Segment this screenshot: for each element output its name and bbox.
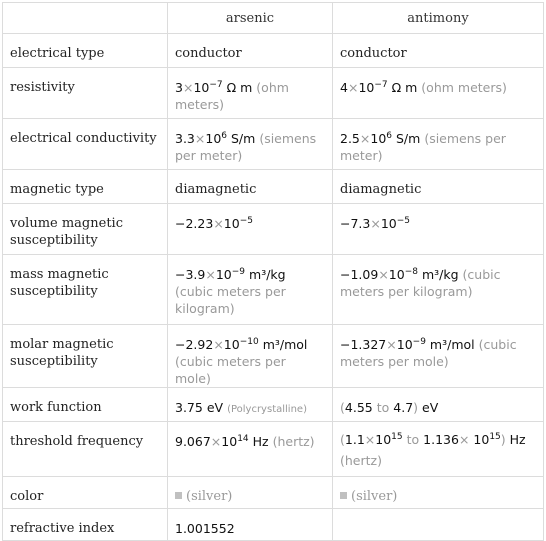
unit: S/m — [231, 131, 256, 146]
antimony-volume-susceptibility: $-7.3\times 10^{-5}$ — [333, 204, 544, 255]
row-label: color — [3, 477, 168, 509]
antimony-resistivity: $4\times 10^{-7}$ Ω m (ohm meters) — [333, 68, 544, 119]
exponent: −5 — [396, 216, 411, 226]
unit: m³/kg — [249, 267, 286, 282]
exponent: 6 — [221, 131, 228, 141]
row-label: magnetic type — [3, 170, 168, 204]
range-low-mantissa: 1.1 — [344, 432, 365, 447]
row-label: volume magnetic susceptibility — [3, 204, 168, 255]
table-row — [3, 325, 544, 388]
unit: Ω m — [226, 80, 253, 95]
unit: Hz — [252, 434, 269, 449]
exponent: −9 — [231, 267, 246, 277]
exponent: −9 — [412, 337, 426, 347]
unit-name: (hertz) — [272, 434, 315, 449]
exponent: −5 — [239, 216, 253, 226]
header-antimony: antimony — [333, 3, 544, 34]
table-row — [3, 34, 544, 68]
table-row — [3, 68, 544, 119]
row-label: refractive index — [3, 509, 168, 541]
row-label: molar magnetic susceptibility — [3, 325, 168, 388]
unit-name: (siemens per meter) — [175, 131, 317, 163]
unit: eV — [422, 400, 439, 415]
header-empty-cell — [3, 3, 168, 34]
note: (Polycrystalline) — [227, 404, 307, 415]
table-row — [3, 255, 544, 325]
exponent: −10 — [239, 337, 259, 347]
arsenic-refractive-index: 1.001552 — [168, 509, 333, 541]
unit: m³/kg — [421, 267, 459, 282]
arsenic-color — [168, 477, 333, 509]
row-label: work function — [3, 388, 168, 422]
table-row — [3, 204, 544, 255]
unit-name: (cubic meters per mole) — [340, 337, 517, 369]
arsenic-work-function — [168, 388, 333, 422]
arsenic-electrical-type: conductor — [168, 34, 333, 68]
arsenic-resistivity: $3\times 10^{-7}$ Ω m (ohm meters) — [168, 68, 333, 119]
unit-name: (cubic meters per kilogram) — [175, 284, 286, 316]
color-swatch-icon — [175, 492, 182, 499]
antimony-electrical-type: conductor — [333, 34, 544, 68]
table-row — [3, 388, 544, 422]
unit-name: (ohm meters) — [175, 80, 289, 112]
header-row — [3, 3, 544, 34]
range-high: 4.7 — [393, 400, 414, 415]
mantissa: −3.9 — [175, 267, 206, 282]
mantissa: 9.067 — [175, 434, 211, 449]
unit: Ω m — [391, 80, 418, 95]
unit-name: (cubic meters per kilogram) — [340, 267, 501, 299]
comparison-table — [2, 2, 544, 541]
mantissa: −2.92 — [175, 337, 214, 352]
exponent: 14 — [237, 434, 249, 444]
table-row — [3, 422, 544, 477]
exponent: 6 — [386, 131, 393, 141]
color-name: (silver) — [351, 489, 398, 504]
range-low-exponent: 15 — [391, 432, 403, 442]
unit: Hz — [509, 432, 526, 447]
mantissa: −7.3 — [340, 216, 371, 231]
antimony-threshold-frequency: ($1.1\times 10^{15}$ to $1.136\times 10^{15}$) Hz (hertz) — [333, 422, 544, 477]
mantissa: 3 — [175, 80, 183, 95]
unit-name: (siemens per meter) — [340, 131, 506, 163]
antimony-conductivity: $2.5\times 10^6$ S/m (siemens per meter) — [333, 119, 544, 170]
color-name: (silver) — [186, 489, 233, 504]
row-label: resistivity — [3, 68, 168, 119]
unit: m³/mol — [262, 337, 308, 352]
arsenic-magnetic-type: diamagnetic — [168, 170, 333, 204]
row-label: threshold frequency — [3, 422, 168, 477]
arsenic-mass-susceptibility: $-3.9\times 10^{-9}$ m³/kg (cubic meters per kilogram) — [168, 255, 333, 325]
range-to: to — [406, 432, 420, 447]
mantissa: −1.327 — [340, 337, 387, 352]
antimony-mass-susceptibility: $-1.09\times 10^{-8}$ m³/kg (cubic meters per kilogram) — [333, 255, 544, 325]
mantissa: 2.5 — [340, 131, 360, 146]
table-row — [3, 170, 544, 204]
range-to: to — [376, 400, 390, 415]
exponent: −7 — [209, 80, 223, 90]
unit-name: (ohm meters) — [421, 80, 507, 95]
unit: S/m — [396, 131, 421, 146]
antimony-molar-susceptibility: $-1.327\times 10^{-9}$ m³/mol (cubic meters per mole) — [333, 325, 544, 388]
antimony-color — [333, 477, 544, 509]
value: 3.75 — [175, 400, 203, 415]
antimony-magnetic-type: diamagnetic — [333, 170, 544, 204]
arsenic-threshold-frequency: $9.067\times 10^{14}$ Hz (hertz) — [168, 422, 333, 477]
arsenic-molar-susceptibility: $-2.92\times 10^{-10}$ m³/mol (cubic meters per mole) — [168, 325, 333, 388]
range-high-mantissa: 1.136 — [423, 432, 459, 447]
range-low: 4.55 — [344, 400, 373, 415]
arsenic-volume-susceptibility: $-2.23\times 10^{-5}$ — [168, 204, 333, 255]
table-row — [3, 477, 544, 509]
unit: m³/mol — [429, 337, 475, 352]
unit: eV — [206, 400, 224, 415]
mantissa: 4 — [340, 80, 348, 95]
mantissa: −1.09 — [340, 267, 379, 282]
header-arsenic: arsenic — [168, 3, 333, 34]
exponent: −7 — [374, 80, 388, 90]
mantissa: 3.3 — [175, 131, 195, 146]
row-label: electrical conductivity — [3, 119, 168, 170]
row-label: electrical type — [3, 34, 168, 68]
table-row — [3, 119, 544, 170]
range-high-exponent: 15 — [489, 432, 501, 442]
exponent: −8 — [404, 267, 418, 277]
color-swatch-icon — [340, 492, 347, 499]
arsenic-conductivity: $3.3\times 10^6$ S/m (siemens per meter) — [168, 119, 333, 170]
row-label: mass magnetic susceptibility — [3, 255, 168, 325]
unit-name: (hertz) — [340, 453, 382, 468]
antimony-work-function: (4.55 to 4.7) eV — [333, 388, 544, 422]
mantissa: −2.23 — [175, 216, 214, 231]
unit-name: (cubic meters per mole) — [175, 354, 286, 386]
